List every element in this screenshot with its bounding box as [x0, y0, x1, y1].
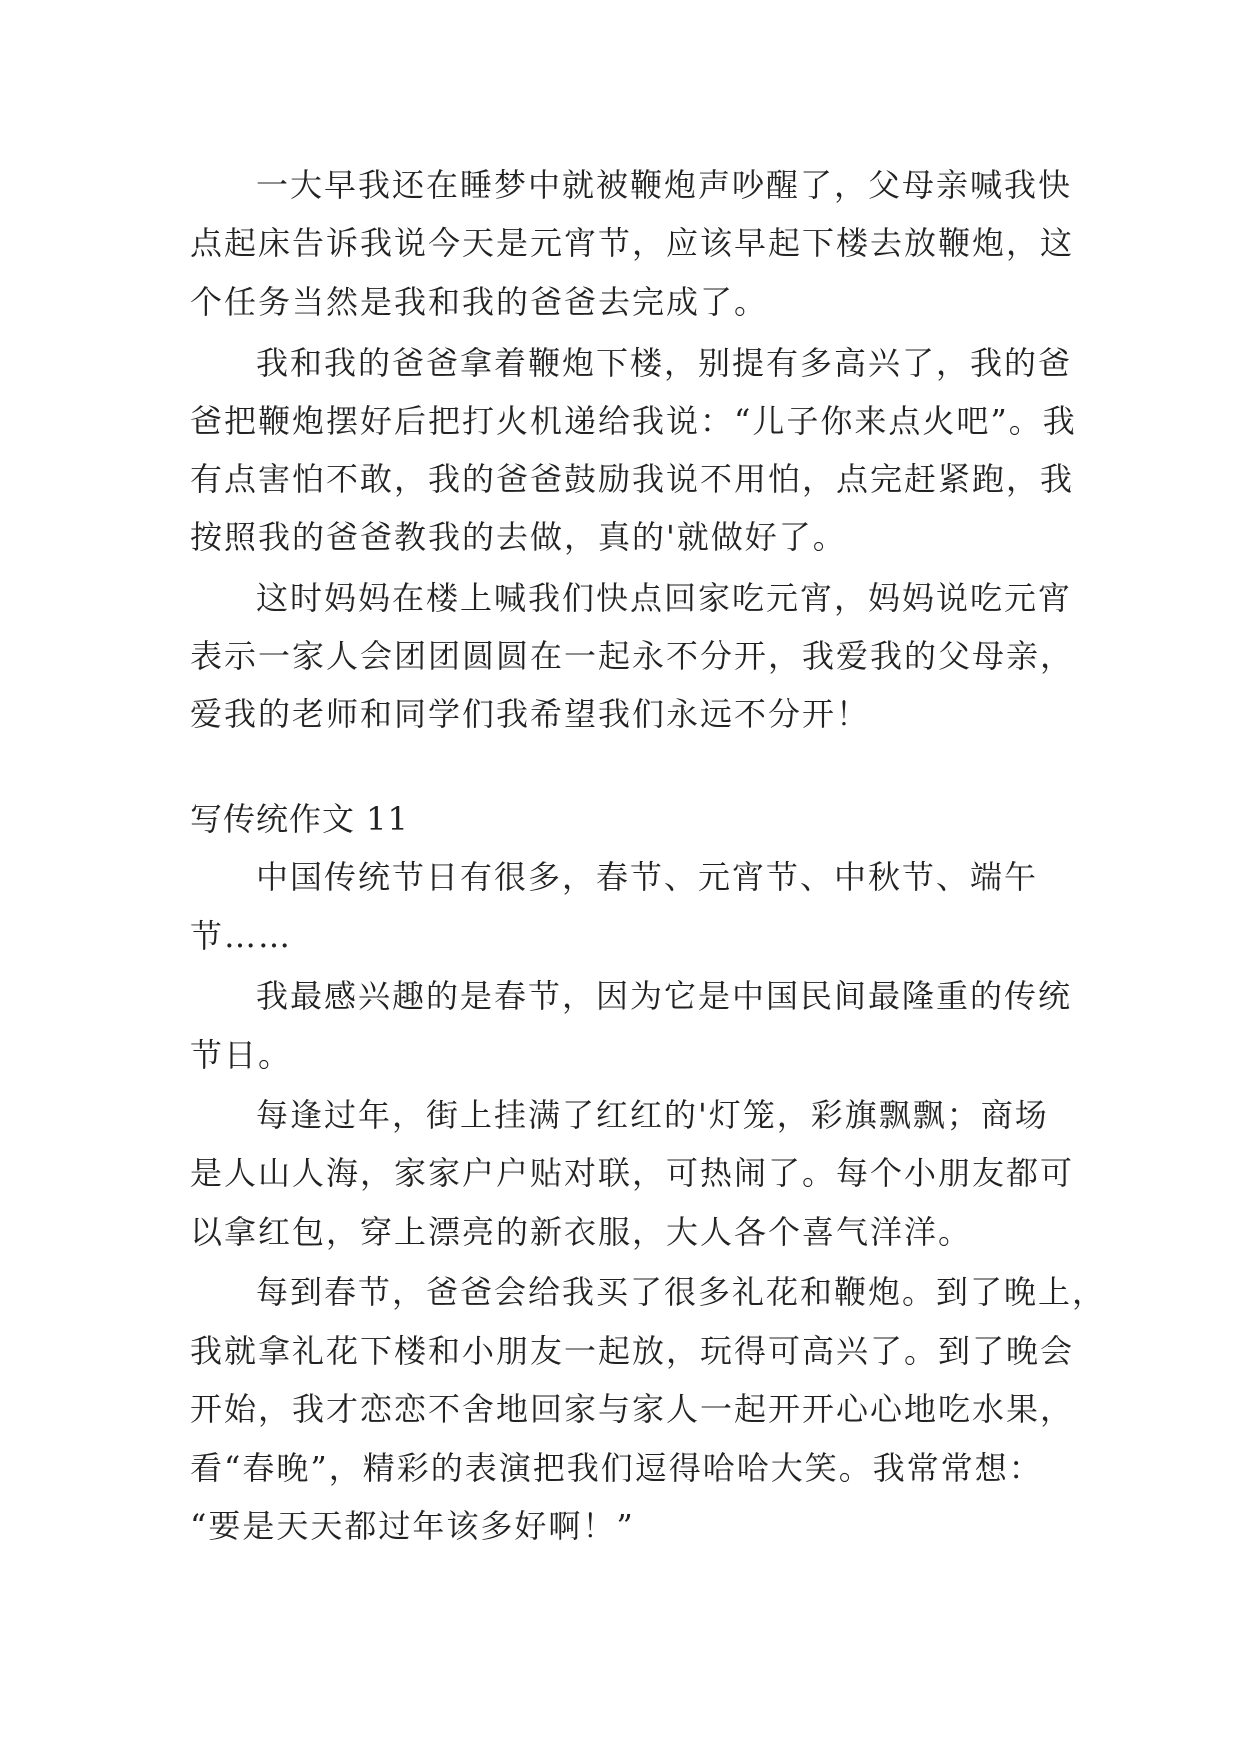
text-line: 我就拿礼花下楼和小朋友一起放，玩得可高兴了。到了晚会 — [190, 1332, 1075, 1370]
text-line: 这时妈妈在楼上喊我们快点回家吃元宵，妈妈说吃元宵 — [256, 579, 1073, 617]
text-line: 中国传统节日有很多，春节、元宵节、中秋节、端午 — [256, 858, 1039, 896]
section-heading: 写传统作文 11 — [190, 800, 409, 838]
text-line: 爸把鞭炮摆好后把打火机递给我说：“儿子你来点火吧”。我 — [190, 402, 1077, 440]
text-line: 我和我的爸爸拿着鞭炮下楼，别提有多高兴了，我的爸 — [256, 344, 1073, 382]
text-line: 我最感兴趣的是春节，因为它是中国民间最隆重的传统 — [256, 977, 1073, 1015]
text-line: 有点害怕不敢，我的爸爸鼓励我说不用怕，点完赶紧跑，我 — [190, 460, 1075, 498]
text-line: 以拿红包，穿上漂亮的新衣服，大人各个喜气洋洋。 — [190, 1213, 973, 1251]
text-line: 每到春节，爸爸会给我买了很多礼花和鞭炮。到了晚上， — [256, 1273, 1107, 1311]
text-line: 节…… — [190, 917, 293, 955]
text-line: 按照我的爸爸教我的去做，真的'就做好了。 — [190, 518, 847, 556]
text-line: 每逢过年，街上挂满了红红的'灯笼，彩旗飘飘；商场 — [256, 1096, 1049, 1134]
text-line: 个任务当然是我和我的爸爸去完成了。 — [190, 283, 769, 321]
text-line: “要是天天都过年该多好啊！” — [190, 1507, 635, 1545]
text-line: 点起床告诉我说今天是元宵节，应该早起下楼去放鞭炮，这 — [190, 224, 1075, 262]
text-line: 节日。 — [190, 1036, 293, 1074]
text-line: 爱我的老师和同学们我希望我们永远不分开！ — [190, 695, 871, 733]
text-line: 表示一家人会团团圆圆在一起永不分开，我爱我的父母亲， — [190, 637, 1075, 675]
text-line: 是人山人海，家家户户贴对联，可热闹了。每个小朋友都可 — [190, 1154, 1075, 1192]
text-line: 一大早我还在睡梦中就被鞭炮声吵醒了，父母亲喊我快 — [256, 166, 1073, 204]
text-line: 开始，我才恋恋不舍地回家与家人一起开开心心地吃水果， — [190, 1390, 1075, 1428]
text-line: 看“春晚”，精彩的表演把我们逗得哈哈大笑。我常常想： — [190, 1449, 1043, 1487]
